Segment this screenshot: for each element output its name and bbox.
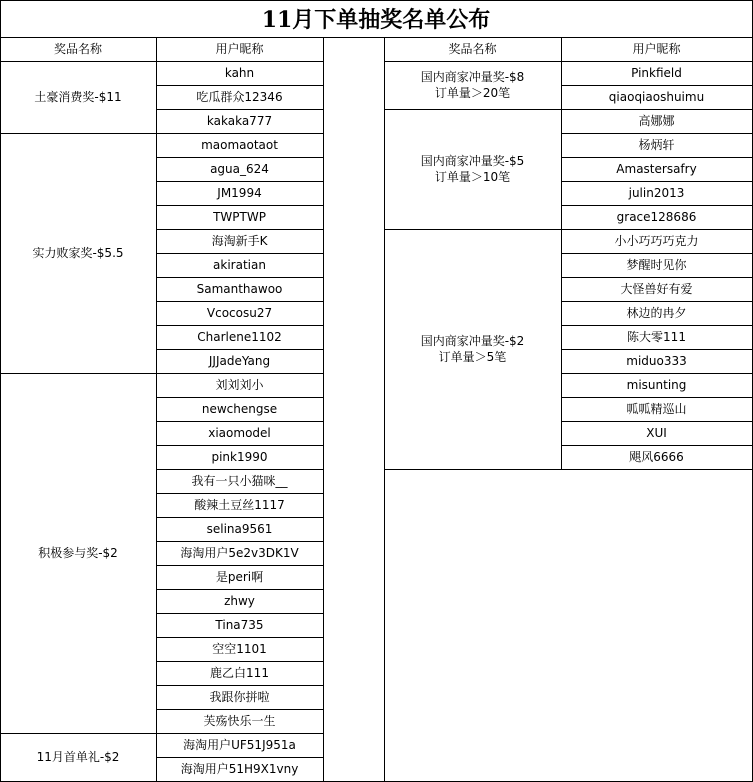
user-nickname-cell: qiaoqiaoshuimu <box>608 90 705 104</box>
table-rule <box>561 181 752 182</box>
prize-name-cell: 积极参与奖-$2 <box>38 546 118 560</box>
table-rule <box>561 253 752 254</box>
user-nickname-cell: selina9561 <box>206 522 273 536</box>
user-nickname-cell: 飓风6666 <box>629 450 684 464</box>
user-nickname-cell: 芙殇快乐一生 <box>203 714 276 728</box>
user-nickname-cell: Charlene1102 <box>197 330 282 344</box>
user-nickname-cell: 我跟你拼啦 <box>209 690 270 704</box>
user-nickname-cell: 杨炳轩 <box>638 138 675 152</box>
table-rule <box>156 277 323 278</box>
user-nickname-cell: zhwy <box>224 594 255 608</box>
user-nickname-cell: 海淘新手K <box>211 234 268 248</box>
table-rule <box>156 85 323 86</box>
header-user-nickname: 用户昵称 <box>632 42 681 56</box>
user-nickname-cell: grace128686 <box>616 210 697 224</box>
user-nickname-cell: newchengse <box>201 402 278 416</box>
user-nickname-cell: 大怪兽好有爱 <box>620 282 693 296</box>
page-title: 11月下单抽奖名单公布 <box>261 7 491 33</box>
user-nickname-cell: 刘刘刘小 <box>215 378 264 392</box>
table-rule <box>156 445 323 446</box>
user-nickname-cell: 林边的冉夕 <box>626 306 687 320</box>
user-nickname-cell: pink1990 <box>211 450 268 464</box>
table-rule <box>156 397 323 398</box>
table-rule <box>156 565 323 566</box>
table-rule <box>156 229 323 230</box>
table-rule <box>561 325 752 326</box>
table-rule <box>156 157 323 158</box>
prize-name-cell: 土豪消费奖-$11 <box>34 90 122 104</box>
user-nickname-cell: 我有一只小猫咪__ <box>191 474 288 488</box>
table-rule <box>156 421 323 422</box>
user-nickname-cell: TWPTWP <box>213 210 266 224</box>
table-rule <box>156 109 323 110</box>
table-rule <box>561 349 752 350</box>
user-nickname-cell: 鹿乙白111 <box>210 666 269 680</box>
table-rule <box>156 637 323 638</box>
prize-name-cell: 国内商家冲量奖-$8 订单量＞20笔 <box>420 70 525 100</box>
user-nickname-cell: misunting <box>626 378 687 392</box>
table-rule <box>323 37 324 782</box>
user-nickname-cell: 吃瓜群众12346 <box>196 90 283 104</box>
user-nickname-cell: 是peri啊 <box>215 570 264 584</box>
user-nickname-cell: XUI <box>646 426 667 440</box>
user-nickname-cell: 酸辣土豆丝1117 <box>194 498 285 512</box>
header-prize-name: 奖品名称 <box>53 42 102 56</box>
table-rule <box>561 301 752 302</box>
table-rule <box>561 445 752 446</box>
table-rule <box>156 349 323 350</box>
table-rule <box>156 253 323 254</box>
header-prize-name: 奖品名称 <box>448 42 497 56</box>
user-nickname-cell: maomaotaot <box>201 138 278 152</box>
table-rule <box>156 205 323 206</box>
user-nickname-cell: JM1994 <box>217 186 262 200</box>
table-rule <box>156 661 323 662</box>
table-rule <box>156 757 323 758</box>
user-nickname-cell: kahn <box>224 66 255 80</box>
user-nickname-cell: Amastersafry <box>616 162 697 176</box>
table-rule <box>561 421 752 422</box>
user-nickname-cell: Tina735 <box>215 618 264 632</box>
table-rule <box>384 469 752 470</box>
prize-name-cell: 11月首单礼-$2 <box>36 750 120 764</box>
user-nickname-cell: 海淘用户51H9X1vny <box>180 762 299 776</box>
table-rule <box>156 685 323 686</box>
table-rule <box>561 373 752 374</box>
table-rule <box>561 157 752 158</box>
user-nickname-cell: Samanthawoo <box>196 282 283 296</box>
prize-name-cell: 国内商家冲量奖-$5 订单量＞10笔 <box>420 154 525 184</box>
table-rule <box>156 541 323 542</box>
user-nickname-cell: 陈大零111 <box>627 330 686 344</box>
table-rule <box>156 181 323 182</box>
table-rule <box>561 277 752 278</box>
user-nickname-cell: 海淘用户5e2v3DK1V <box>180 546 299 560</box>
prize-name-cell: 实力败家奖-$5.5 <box>32 246 124 260</box>
user-nickname-cell: 呱呱精巡山 <box>626 402 687 416</box>
user-nickname-cell: Vcocosu27 <box>206 306 273 320</box>
user-nickname-cell: xiaomodel <box>208 426 271 440</box>
table-rule <box>156 517 323 518</box>
table-rule <box>156 589 323 590</box>
table-rule <box>156 469 323 470</box>
header-user-nickname: 用户昵称 <box>215 42 264 56</box>
table-rule <box>561 85 752 86</box>
prize-name-cell: 国内商家冲量奖-$2 订单量＞5笔 <box>420 334 525 364</box>
user-nickname-cell: kakaka777 <box>206 114 273 128</box>
table-rule <box>156 325 323 326</box>
user-nickname-cell: Pinkfield <box>631 66 682 80</box>
user-nickname-cell: 高娜娜 <box>638 114 675 128</box>
table-rule <box>156 301 323 302</box>
user-nickname-cell: akiratian <box>213 258 266 272</box>
user-nickname-cell: agua_624 <box>210 162 269 176</box>
table-rule <box>561 205 752 206</box>
table-rule <box>0 0 753 1</box>
user-nickname-cell: 梦醒时见你 <box>626 258 687 272</box>
table-rule <box>561 133 752 134</box>
table-rule <box>156 709 323 710</box>
table-rule <box>156 493 323 494</box>
table-rule <box>561 397 752 398</box>
user-nickname-cell: 海淘用户UF51J951a <box>183 738 296 752</box>
user-nickname-cell: 小小巧巧巧克力 <box>614 234 699 248</box>
table-rule <box>156 613 323 614</box>
user-nickname-cell: miduo333 <box>626 354 687 368</box>
user-nickname-cell: julin2013 <box>628 186 685 200</box>
user-nickname-cell: JJJadeYang <box>208 354 271 368</box>
table-rule <box>561 37 562 469</box>
user-nickname-cell: 空空1101 <box>212 642 267 656</box>
